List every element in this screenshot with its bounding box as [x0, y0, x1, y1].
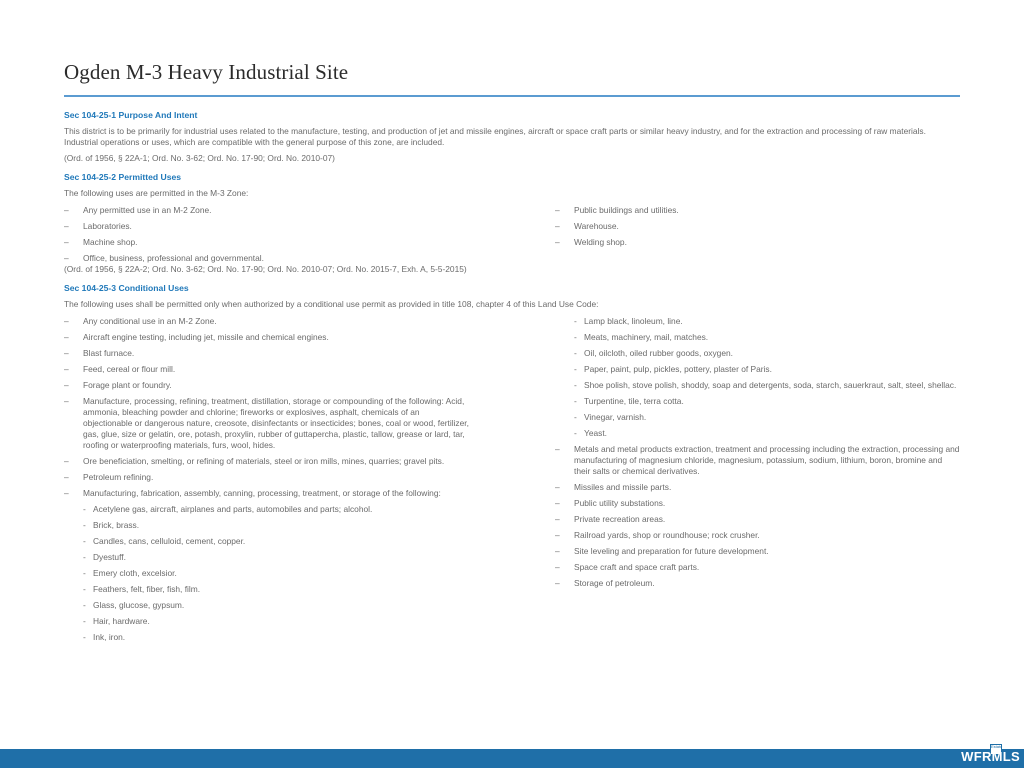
- list-item: – Any permitted use in an M-2 Zone.: [64, 205, 212, 215]
- sub-list-item: - Brick, brass.: [83, 520, 140, 530]
- list-item: – Manufacture, processing, refining, treatment, distillation, storage or compounding of the following: Acid, ammonia, bleaching powder and chlorine; fireworks or explosives, asphalt, chemicals of an objectionable or dangerous nature, creosote, disinfectants or insecticides; bones, coal or wood, fertilizer, gas, glue, size or gelatin, ore, potash, proxylin, rubber of guttapercha, plastic, tallow, grease or lard, tar, roofing or waterproofing materials, furs, wool, hides.: [64, 396, 469, 450]
- sub-list-item: - Yeast.: [574, 428, 607, 438]
- section-intro-permitted: The following uses are permitted in the M-3 Zone:: [64, 188, 249, 198]
- section-body-purpose: This district is to be primarily for industrial uses related to the manufacture, testing, and production of jet and missile engines, aircraft or space craft parts or similar heavy industry, and for the extraction and processing of raw materials. Industrial operations or uses, which are compatible with the general purpose of this zone, are included.: [64, 126, 926, 147]
- conditional-uses-list: [64, 316, 960, 648]
- footer-bar: [0, 749, 1024, 768]
- list-item: – Manufacturing, fabrication, assembly, canning, processing, treatment, or storage of the following:: [64, 488, 441, 498]
- list-item: – Space craft and space craft parts.: [555, 562, 700, 572]
- list-item: – Private recreation areas.: [555, 514, 666, 524]
- list-item: – Storage of petroleum.: [555, 578, 655, 588]
- list-item: – Petroleum refining.: [64, 472, 154, 482]
- page-title: Ogden M-3 Heavy Industrial Site: [64, 60, 349, 84]
- sub-list-item: - Meats, machinery, mail, matches.: [574, 332, 709, 342]
- list-item: – Forage plant or foundry.: [64, 380, 172, 390]
- sub-list-item: - Ink, iron.: [83, 632, 126, 642]
- sub-list-item: - Turpentine, tile, terra cotta.: [574, 396, 684, 406]
- list-item: – Ore beneficiation, smelting, or refining of materials, steel or iron mills, mines, quarries; gravel pits.: [64, 456, 445, 466]
- list-item: – Aircraft engine testing, including jet, missile and chemical engines.: [64, 332, 329, 342]
- list-item: – Machine shop.: [64, 237, 138, 247]
- list-item: – Railroad yards, shop or roundhouse; rock crusher.: [555, 530, 760, 540]
- list-item: – Feed, cereal or flour mill.: [64, 364, 176, 374]
- sub-list-item: - Paper, paint, pulp, pickles, pottery, plaster of Paris.: [574, 364, 772, 374]
- wfrmls-logo-badge: Estate: [990, 744, 1002, 755]
- list-item: – Office, business, professional and governmental.: [64, 253, 264, 263]
- sub-list-item: - Hair, hardware.: [83, 616, 150, 626]
- sub-list-item: - Feathers, felt, fiber, fish, film.: [83, 584, 201, 594]
- section-heading-permitted: Sec 104-25-2 Permitted Uses: [64, 172, 182, 182]
- ordinance-reference: (Ord. of 1956, § 22A-2; Ord. No. 3-62; Ord. No. 17-90; Ord. No. 2010-07; Ord. No. 2015-7, Exh. A, 5-5-2015): [64, 264, 467, 274]
- list-item: – Public utility substations.: [555, 498, 666, 508]
- list-item: – Laboratories.: [64, 221, 132, 231]
- sub-list-item: - Lamp black, linoleum, line.: [574, 316, 683, 326]
- sub-list-item: - Candles, cans, celluloid, cement, copper.: [83, 536, 246, 546]
- section-heading-purpose: Sec 104-25-1 Purpose And Intent: [64, 110, 198, 120]
- list-item: – Site leveling and preparation for future development.: [555, 546, 769, 556]
- section-intro-conditional: The following uses shall be permitted only when authorized by a conditional use permit as provided in title 108, chapter 4 of this Land Use Code:: [64, 299, 599, 309]
- sub-list-item: - Oil, oilcloth, oiled rubber goods, oxygen.: [574, 348, 733, 358]
- section-heading-conditional: Sec 104-25-3 Conditional Uses: [64, 283, 189, 293]
- list-item: – Warehouse.: [555, 221, 619, 231]
- sub-list-item: - Dyestuff.: [83, 552, 126, 562]
- sub-list-item: - Emery cloth, excelsior.: [83, 568, 177, 578]
- title-divider: [64, 95, 960, 97]
- sub-list-item: - Vinegar, varnish.: [574, 412, 647, 422]
- ordinance-reference: (Ord. of 1956, § 22A-1; Ord. No. 3-62; Ord. No. 17-90; Ord. No. 2010-07): [64, 153, 335, 163]
- document-body: [64, 110, 960, 648]
- list-item: – Blast furnace.: [64, 348, 135, 358]
- list-item: – Public buildings and utilities.: [555, 205, 679, 215]
- permitted-uses-list: [64, 205, 960, 269]
- list-item: – Welding shop.: [555, 237, 627, 247]
- list-item: – Metals and metal products extraction, treatment and processing including the extraction, processing and manufacturing of magnesium chloride, magnesium, potassium, sodium, lithium, boron, bromine and their salts or chemical derivatives.: [555, 444, 960, 476]
- sub-list-item: - Shoe polish, stove polish, shoddy, soap and detergents, soda, starch, sauerkraut, salt, steel, shellac.: [574, 380, 957, 390]
- wfrmls-logo: WFRMLS: [961, 749, 1020, 764]
- list-item: – Any conditional use in an M-2 Zone.: [64, 316, 217, 326]
- sub-list-item: - Glass, glucose, gypsum.: [83, 600, 185, 610]
- sub-list-item: - Acetylene gas, aircraft, airplanes and parts, automobiles and parts; alcohol.: [83, 504, 373, 514]
- list-item: – Missiles and missile parts.: [555, 482, 672, 492]
